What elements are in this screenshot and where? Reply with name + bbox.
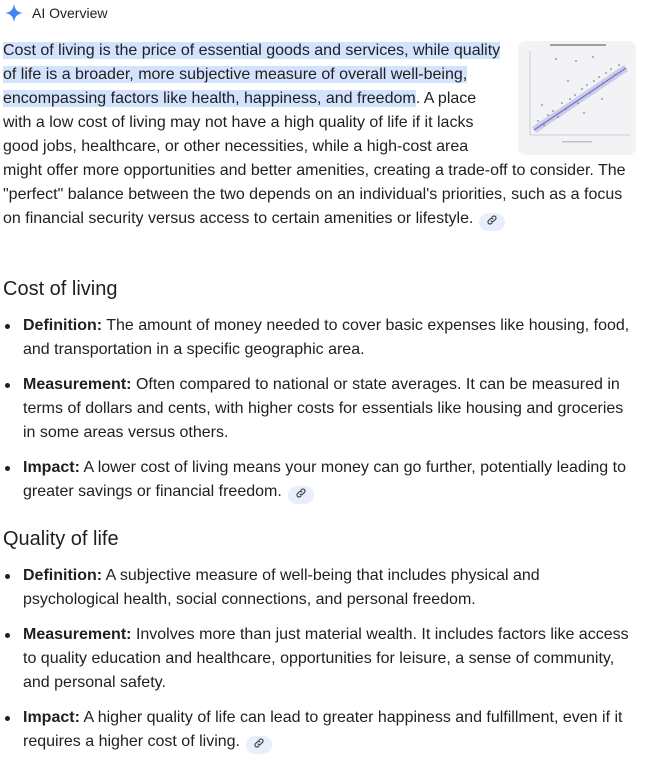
intro-text: . A place with a low cost of living may not have a high quality of life if it lacks good jobs, healthcare, or other necessities, while a high-cost area might offer more opportunities and better amenities, creating a trade-off to consider. The "perfect" balance between the two depends on an individual's priorities, such as a focus on financial security versus access to certain amenities or lifestyle. [3,90,626,227]
intro-highlighted-text: Cost of living is the price of essential goods and services, while quality of life is a broader, more subjective measure of overall well-being, encompassing factors like health, happiness, and freedom [3,42,501,107]
list-item-term: Definition: [23,317,103,334]
link-icon [295,483,307,507]
list-item-text: Often compared to national or state averages. It can be measured in terms of dollars and cents, with higher costs for essentials like housing and groceries in some areas versus others. [23,376,624,441]
list-item-term: Measurement: [23,376,132,393]
list-item-term: Definition: [23,567,103,584]
list-item [0,373,640,445]
header-title: AI Overview [32,5,108,21]
list-item-term: Impact: [23,709,80,726]
sparkle-icon [4,3,24,23]
citation-link-button[interactable] [246,736,272,754]
list-item [0,623,640,695]
list-item [0,706,640,754]
list-item-text: A subjective measure of well-being that includes physical and psychological health, social connections, and personal freedom. [23,567,540,608]
list-item-text: A higher quality of life can lead to greater happiness and fulfillment, even if it requires a higher cost of living. [23,709,623,750]
list-item-text: Involves more than just material wealth. It includes factors like access to quality education and healthcare, opportunities for leisure, a sense of community, and personal safety. [23,626,629,691]
list-item-text: The amount of money needed to cover basic expenses like housing, food, and transportation in a specific geographic area. [23,317,630,358]
link-icon [486,210,498,234]
list-item [0,564,640,612]
cost-of-living-heading: Cost of living [3,278,118,300]
link-icon [253,733,265,757]
scatter-plot-thumbnail[interactable] [518,41,636,155]
quality-of-life-list [0,564,640,765]
citation-link-button[interactable] [479,213,505,231]
quality-of-life-heading: Quality of life [3,528,119,550]
citation-link-button[interactable] [288,486,314,504]
list-item-term: Measurement: [23,626,132,643]
intro-paragraph [3,39,638,231]
list-item-text: A lower cost of living means your money can go further, potentially leading to greater savings or financial freedom. [23,459,626,500]
ai-overview-header [4,3,107,23]
cost-of-living-list [0,314,640,515]
list-item [0,314,640,362]
list-item-term: Impact: [23,459,80,476]
list-item [0,456,640,504]
